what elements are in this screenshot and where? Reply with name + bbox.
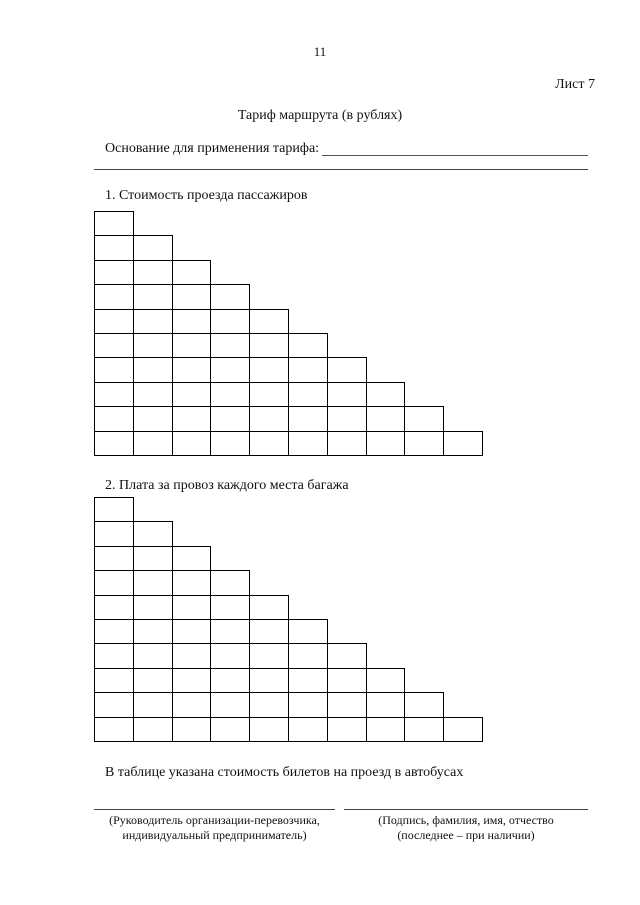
table-cell[interactable]: [249, 406, 289, 431]
table-cell[interactable]: [172, 643, 212, 668]
table-cell[interactable]: [327, 431, 367, 456]
table-cell[interactable]: [133, 382, 173, 407]
table-cell[interactable]: [210, 382, 250, 407]
table-cell[interactable]: [288, 431, 328, 456]
page-number: 11: [313, 44, 327, 59]
table-cell[interactable]: [210, 406, 250, 431]
table-cell[interactable]: [210, 692, 250, 717]
table-cell[interactable]: [249, 357, 289, 382]
table-cell[interactable]: [133, 692, 173, 717]
table-cell[interactable]: [249, 619, 289, 644]
table-cell[interactable]: [366, 382, 406, 407]
table-cell[interactable]: [366, 692, 406, 717]
table-cell[interactable]: [210, 619, 250, 644]
table-cell[interactable]: [133, 521, 173, 546]
caption-right: [344, 813, 588, 843]
table-cell[interactable]: [133, 235, 173, 260]
table-cell[interactable]: [94, 357, 134, 382]
table-cell[interactable]: [249, 643, 289, 668]
caption-left-line1: (Руководитель организации-перевозчика,: [109, 813, 320, 827]
table-cell[interactable]: [94, 692, 134, 717]
table-cell[interactable]: [210, 431, 250, 456]
caption-left: [94, 813, 335, 843]
signature-line-right: [344, 809, 588, 810]
table-cell[interactable]: [172, 382, 212, 407]
table-cell[interactable]: [133, 284, 173, 309]
table-cell[interactable]: [288, 668, 328, 693]
table-cell[interactable]: [94, 382, 134, 407]
table-cell[interactable]: [288, 643, 328, 668]
table-cell[interactable]: [327, 406, 367, 431]
table-cell[interactable]: [443, 717, 483, 742]
table-cell[interactable]: [133, 431, 173, 456]
table-cell[interactable]: [249, 333, 289, 358]
table-cell[interactable]: [327, 357, 367, 382]
table-cell[interactable]: [172, 570, 212, 595]
table-cell[interactable]: [249, 382, 289, 407]
table-note: В таблице указана стоимость билетов на проезд в автобусах: [105, 765, 464, 780]
table-cell[interactable]: [288, 619, 328, 644]
table-cell[interactable]: [327, 643, 367, 668]
table-cell[interactable]: [210, 333, 250, 358]
table-cell[interactable]: [172, 595, 212, 620]
table-cell[interactable]: [172, 309, 212, 334]
table-cell[interactable]: [94, 260, 134, 285]
table-cell[interactable]: [94, 431, 134, 456]
table-cell[interactable]: [94, 309, 134, 334]
table-cell[interactable]: [210, 570, 250, 595]
sheet-label: Лист 7: [555, 77, 595, 92]
basis-label: Основание для применения тарифа:: [105, 141, 320, 156]
table-cell[interactable]: [210, 309, 250, 334]
table-cell[interactable]: [327, 382, 367, 407]
table-cell[interactable]: [133, 717, 173, 742]
table-cell[interactable]: [172, 357, 212, 382]
table-cell[interactable]: [94, 333, 134, 358]
section-heading-baggage: 2. Плата за провоз каждого места багажа: [105, 478, 349, 493]
table-cell[interactable]: [94, 406, 134, 431]
table-cell[interactable]: [133, 668, 173, 693]
table-cell[interactable]: [288, 406, 328, 431]
table-cell[interactable]: [133, 619, 173, 644]
table-cell[interactable]: [288, 382, 328, 407]
table-cell[interactable]: [249, 595, 289, 620]
table-cell[interactable]: [404, 406, 444, 431]
table-cell[interactable]: [133, 357, 173, 382]
table-cell[interactable]: [404, 692, 444, 717]
table-cell[interactable]: [172, 717, 212, 742]
table-cell[interactable]: [288, 357, 328, 382]
table-cell[interactable]: [404, 431, 444, 456]
table-cell[interactable]: [249, 668, 289, 693]
table-cell[interactable]: [210, 595, 250, 620]
table-cell[interactable]: [327, 692, 367, 717]
table-cell[interactable]: [133, 333, 173, 358]
table-cell[interactable]: [210, 357, 250, 382]
table-cell[interactable]: [288, 333, 328, 358]
table-cell[interactable]: [94, 211, 134, 236]
table-cell[interactable]: [172, 431, 212, 456]
table-cell[interactable]: [249, 309, 289, 334]
table-cell[interactable]: [443, 431, 483, 456]
table-cell[interactable]: [210, 284, 250, 309]
table-cell[interactable]: [172, 284, 212, 309]
table-cell[interactable]: [327, 668, 367, 693]
caption-right-line1: (Подпись, фамилия, имя, отчество: [378, 813, 554, 827]
table-cell[interactable]: [94, 546, 134, 571]
table-cell[interactable]: [94, 643, 134, 668]
table-cell[interactable]: [210, 668, 250, 693]
table-cell[interactable]: [94, 717, 134, 742]
table-cell[interactable]: [94, 521, 134, 546]
table-cell[interactable]: [133, 570, 173, 595]
document-title: Тариф маршрута (в рублях): [237, 108, 403, 123]
table-cell[interactable]: [210, 717, 250, 742]
table-cell[interactable]: [249, 717, 289, 742]
caption-right-line2: (последнее – при наличии): [397, 828, 535, 842]
basis-value-line[interactable]: [322, 155, 588, 156]
table-cell[interactable]: [172, 692, 212, 717]
table-cell[interactable]: [366, 717, 406, 742]
table-cell[interactable]: [366, 406, 406, 431]
table-cell[interactable]: [94, 619, 134, 644]
table-cell[interactable]: [249, 431, 289, 456]
table-cell[interactable]: [172, 546, 212, 571]
table-cell[interactable]: [133, 546, 173, 571]
section-heading-fares: 1. Стоимость проезда пассажиров: [105, 188, 308, 203]
table-cell[interactable]: [172, 260, 212, 285]
table-cell[interactable]: [133, 406, 173, 431]
table-cell[interactable]: [172, 406, 212, 431]
table-cell[interactable]: [94, 595, 134, 620]
table-cell[interactable]: [133, 309, 173, 334]
table-cell[interactable]: [210, 643, 250, 668]
table-cell[interactable]: [94, 284, 134, 309]
table-cell[interactable]: [172, 668, 212, 693]
table-cell[interactable]: [94, 570, 134, 595]
table-cell[interactable]: [172, 333, 212, 358]
table-cell[interactable]: [327, 717, 367, 742]
table-cell[interactable]: [288, 717, 328, 742]
table-cell[interactable]: [288, 692, 328, 717]
table-cell[interactable]: [366, 431, 406, 456]
caption-left-line2: индивидуальный предприниматель): [122, 828, 307, 842]
table-cell[interactable]: [133, 643, 173, 668]
table-cell[interactable]: [133, 260, 173, 285]
divider-rule: [94, 169, 588, 170]
table-cell[interactable]: [172, 619, 212, 644]
table-cell[interactable]: [404, 717, 444, 742]
table-cell[interactable]: [249, 692, 289, 717]
table-cell[interactable]: [94, 668, 134, 693]
signature-line-left: [94, 809, 335, 810]
table-cell[interactable]: [366, 668, 406, 693]
table-cell[interactable]: [133, 595, 173, 620]
table-cell[interactable]: [94, 235, 134, 260]
table-cell[interactable]: [94, 497, 134, 522]
